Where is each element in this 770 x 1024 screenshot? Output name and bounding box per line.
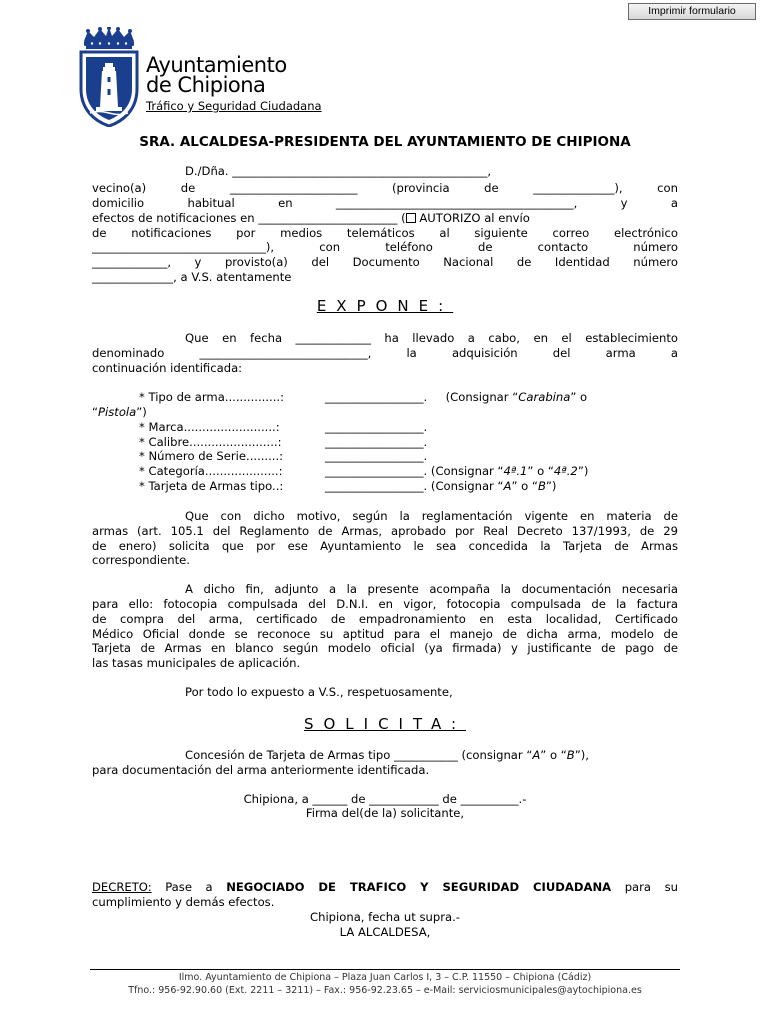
docs-line1: A dicho fin, adjunto a la presente acompaña la documentación necesaria	[185, 582, 678, 596]
expone-title: EXPONE:	[316, 297, 454, 315]
motive-line1: Que con dicho motivo, según la reglamentación vigente en materia de	[185, 509, 678, 523]
intro-telematic-line: de notificaciones por medios telemáticos al siguiente correo electrónico	[92, 226, 678, 240]
weapon-field-input[interactable]: _________________	[325, 390, 424, 404]
decreto-signer: LA ALCALDESA,	[339, 925, 431, 939]
expone-continuation-line: continuación identificada:	[92, 361, 243, 375]
signature-label: Firma del(de la) solicitante,	[305, 806, 465, 820]
weapon-field-row	[139, 420, 427, 435]
respectfully-line: Por todo lo expuesto a V.S., respetuosamente,	[185, 685, 453, 699]
intro-address-line[interactable]: domicilio habitual en _________________________________________, y a	[92, 196, 678, 210]
weapon-field-note: .	[423, 435, 428, 449]
intro-name-line[interactable]: D./Dña. ____________________________________________,	[185, 164, 492, 178]
intro-email-line[interactable]: ______________________________), con teléfono de contacto número	[92, 240, 678, 254]
solicita-line2: para documentación del arma anteriormente identificada.	[92, 763, 430, 777]
docs-line5: Tarjeta de Armas en blanco según modelo oficial (ya firmada) y justificante de pago de	[92, 641, 678, 655]
weapon-field-row	[139, 435, 427, 450]
docs-line3: de compra del arma, certificado de empadronamiento en esta localidad, Certificado	[92, 612, 678, 626]
weapon-field-label: * Marca.........................:	[139, 420, 280, 434]
footer-contact: Tfno.: 956-92.90.60 (Ext. 2211 – 3211) – Fax.: 956-92.23.65 – e-Mail: serviciosmunicipales@aytochipiona.es	[128, 985, 642, 996]
weapon-field-row	[139, 449, 427, 464]
weapon-field-input[interactable]: _________________	[325, 449, 424, 463]
brand-name-line2: de Chipiona	[146, 73, 266, 97]
motive-line4: correspondiente.	[92, 553, 190, 567]
decreto-date: Chipiona, fecha ut supra.-	[310, 910, 460, 924]
weapon-field-label: * Tipo de arma...............:	[139, 390, 284, 404]
weapon-field-label: * Categoría....................:	[139, 464, 283, 478]
weapon-field-label: * Número de Serie.........:	[139, 449, 284, 463]
footer-address: Ilmo. Ayuntamiento de Chipiona – Plaza Juan Carlos I, 3 – C.P. 11550 – Chipiona (Cádiz)	[178, 972, 592, 983]
brand-name-line1: Ayuntamiento	[146, 53, 287, 77]
authorize-checkbox[interactable]	[406, 213, 416, 223]
coat-of-arms-logo	[78, 27, 140, 127]
weapon-field-input[interactable]: _________________	[325, 464, 424, 478]
decreto-line2: cumplimiento y demás efectos.	[92, 895, 275, 909]
motive-line2: armas (art. 105.1 del Reglamento de Armas, aprobado por Real Decreto 137/1993, de 29	[92, 524, 678, 538]
weapon-field-label: * Calibre........................:	[139, 435, 282, 449]
weapon-field-input[interactable]: _________________	[325, 420, 424, 434]
intro-residence-line[interactable]: vecino(a) de ______________________ (provincia de ______________), con	[92, 181, 678, 195]
weapon-field-note: .	[423, 449, 428, 463]
intro-notifications-line: efectos de notificaciones en ________________________ ( AUTORIZO al envío	[92, 211, 530, 225]
decreto-line: DECRETO: Pase a NEGOCIADO DE TRAFICO Y SEGURIDAD CIUDADANA para su	[92, 880, 678, 894]
solicita-title: SOLICITA:	[303, 715, 467, 733]
addressee-heading: SRA. ALCALDESA-PRESIDENTA DEL AYUNTAMIENTO DE CHIPIONA	[139, 134, 631, 150]
weapon-field-label: * Tarjeta de Armas tipo..:	[139, 479, 284, 493]
expone-establishment-line[interactable]: denominado _____________________________, la adquisición del arma a	[92, 346, 678, 360]
docs-line2: para ello: fotocopia compulsada del D.N.I. en vigor, fotocopia compulsada de la factura	[92, 597, 678, 611]
brand-department: Tráfico y Seguridad Ciudadana	[146, 99, 322, 113]
print-form-button[interactable]: Imprimir formulario	[628, 3, 756, 20]
weapon-field-row	[139, 464, 588, 479]
weapon-field-note: . (Consignar “A” o “B”)	[423, 479, 557, 493]
intro-dni-line[interactable]: ______________, a V.S. atentamente	[92, 270, 292, 284]
weapon-field-note: .	[423, 420, 428, 434]
solicita-line1[interactable]: Concesión de Tarjeta de Armas tipo ___________ (consignar “A” o “B”),	[185, 748, 589, 762]
docs-line6: las tasas municipales de aplicación.	[92, 656, 301, 670]
weapon-field-note: . (Consignar “Carabina” o	[423, 390, 588, 404]
motive-line3: de enero) solicita que por ese Ayuntamiento le sea concedida la Tarjeta de Armas	[92, 539, 678, 553]
weapon-field-input[interactable]: _________________	[325, 479, 424, 493]
intro-phone-line[interactable]: _____________, y provisto(a) del Documento Nacional de Identidad número	[92, 255, 678, 269]
docs-line4: Médico Oficial donde se reconoce su aptitud para el manejo de dicha arma, modelo de	[92, 627, 678, 641]
signature-place-date[interactable]: Chipiona, a ______ de ____________ de __________.-	[243, 792, 527, 806]
weapon-field-note: . (Consignar “4ª.1” o “4ª.2”)	[423, 464, 589, 478]
weapon-field-input[interactable]: _________________	[325, 435, 424, 449]
pistola-note: “Pistola”)	[92, 405, 147, 419]
weapon-field-row	[139, 390, 587, 405]
footer-divider	[90, 969, 680, 970]
weapon-field-row	[139, 479, 556, 494]
expone-date-line[interactable]: Que en fecha _____________ ha llevado a cabo, en el establecimiento	[185, 331, 678, 345]
